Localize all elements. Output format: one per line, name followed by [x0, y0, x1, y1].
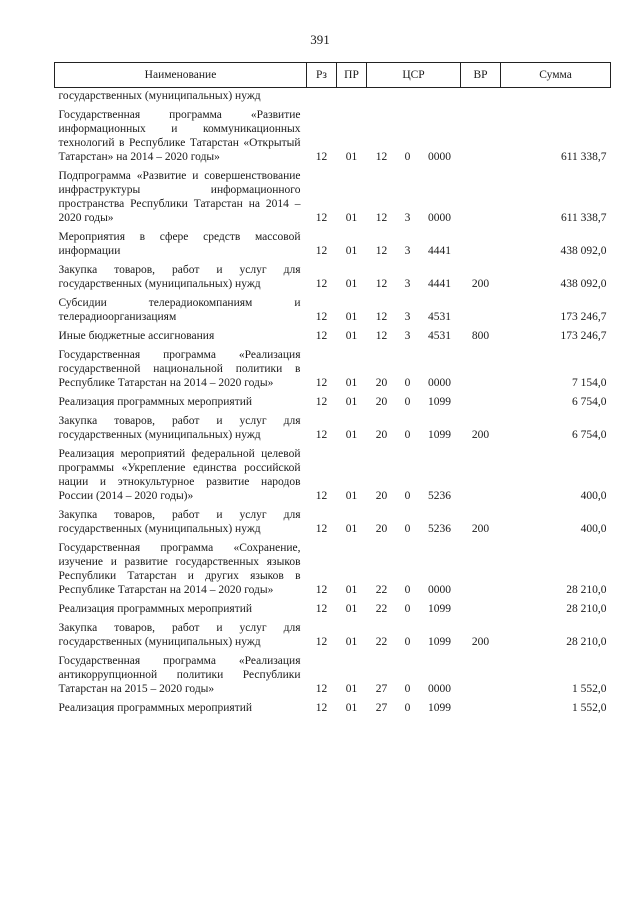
row-sum: 400,0	[580, 490, 607, 502]
row-csr-direction: 4441	[428, 278, 452, 290]
row-sum: 611 338,7	[560, 151, 607, 163]
row-csr-subprogram: 0	[404, 523, 411, 535]
row-rz: 12	[315, 377, 328, 389]
row-pr: 01	[345, 683, 358, 695]
row-rz: 12	[315, 429, 328, 441]
row-vr: 200	[471, 429, 490, 441]
table-row	[55, 536, 611, 597]
page-number: 391	[310, 32, 330, 47]
row-vr	[461, 164, 501, 225]
row-csr-subprogram: 3	[404, 278, 411, 290]
row-rz: 12	[315, 151, 328, 163]
row-csr-subprogram: 0	[404, 429, 411, 441]
row-rz	[307, 88, 337, 104]
row-pr: 01	[345, 396, 358, 408]
row-sum: 611 338,7	[560, 212, 607, 224]
row-pr: 01	[345, 151, 358, 163]
row-csr-program: 22	[375, 636, 388, 648]
row-csr-program: 20	[375, 396, 388, 408]
row-rz: 12	[315, 311, 328, 323]
row-rz: 12	[315, 396, 328, 408]
row-sum: 28 210,0	[566, 603, 607, 615]
row-csr-subprogram: 0	[404, 584, 411, 596]
table-row	[55, 503, 611, 536]
row-name: Закупка товаров, работ и услуг для государственных (муниципальных) нужд	[58, 622, 301, 648]
row-sum: 438 092,0	[560, 278, 607, 290]
row-sum: 173 246,7	[560, 311, 607, 323]
row-sum: 6 754,0	[572, 429, 607, 441]
row-csr-program: 12	[375, 151, 388, 163]
row-csr-program: 20	[375, 490, 388, 502]
row-csr-subprogram: 3	[404, 311, 411, 323]
table-row	[55, 258, 611, 291]
row-csr-program: 12	[375, 330, 388, 342]
row-csr-direction: 5236	[428, 523, 452, 535]
row-vr: 200	[471, 278, 490, 290]
row-csr-program	[367, 88, 397, 104]
row-csr-direction: 1099	[428, 603, 452, 615]
row-csr-direction: 0000	[428, 683, 452, 695]
row-name: Закупка товаров, работ и услуг для государственных (муниципальных) нужд	[58, 264, 301, 290]
row-vr	[461, 291, 501, 324]
row-vr	[461, 536, 501, 597]
row-rz: 12	[315, 636, 328, 648]
row-csr-subprogram: 0	[404, 377, 411, 389]
row-csr-program: 22	[375, 584, 388, 596]
row-vr	[461, 103, 501, 164]
table-row	[55, 164, 611, 225]
row-pr: 01	[345, 311, 358, 323]
row-name: Государственная программа «Развитие информационных и коммуникационных технологий в Республике Татарстан «Открытый Татарстан» на 2014 – 2020 годы»	[58, 109, 301, 163]
row-sum: 28 210,0	[566, 636, 607, 648]
table-row	[55, 225, 611, 258]
table-body	[55, 88, 611, 716]
row-csr-subprogram: 0	[404, 490, 411, 502]
row-csr-subprogram: 0	[404, 603, 411, 615]
table-row	[55, 649, 611, 696]
header-sum: Сумма	[501, 63, 611, 88]
row-rz: 12	[315, 702, 328, 714]
row-csr-direction: 1099	[428, 429, 452, 441]
row-csr-program: 12	[375, 278, 388, 290]
table-row	[55, 390, 611, 409]
row-csr-program: 27	[375, 683, 388, 695]
row-name: Закупка товаров, работ и услуг для государственных (муниципальных) нужд	[58, 415, 301, 441]
row-csr-subprogram: 0	[404, 636, 411, 648]
row-rz: 12	[315, 245, 328, 257]
row-csr-direction: 4531	[428, 330, 452, 342]
row-csr-program: 20	[375, 523, 388, 535]
row-sum: 6 754,0	[572, 396, 607, 408]
header-pr: ПР	[337, 63, 367, 88]
row-sum: 7 154,0	[572, 377, 607, 389]
row-csr-program: 20	[375, 429, 388, 441]
table-header-row	[55, 63, 611, 88]
row-vr: 200	[471, 636, 490, 648]
table-row	[55, 291, 611, 324]
row-csr-subprogram: 0	[404, 396, 411, 408]
row-sum: 438 092,0	[560, 245, 607, 257]
row-csr-direction: 4531	[428, 311, 452, 323]
row-csr-subprogram: 3	[404, 330, 411, 342]
row-sum: 1 552,0	[572, 683, 607, 695]
row-csr-program: 27	[375, 702, 388, 714]
row-name: Государственная программа «Реализация государственной национальной политики в Республике Татарстан на 2014 – 2020 годы»	[58, 349, 301, 389]
table-row	[55, 597, 611, 616]
row-name: Закупка товаров, работ и услуг для государственных (муниципальных) нужд	[58, 509, 301, 535]
row-csr-direction: 1099	[428, 636, 452, 648]
row-name: Реализация программных мероприятий	[58, 702, 253, 714]
row-csr-direction: 0000	[428, 584, 452, 596]
row-pr: 01	[345, 429, 358, 441]
row-vr	[461, 88, 501, 104]
row-rz: 12	[315, 330, 328, 342]
header-name: Наименование	[55, 63, 307, 88]
row-pr: 01	[345, 245, 358, 257]
row-name: государственных (муниципальных) нужд	[58, 90, 261, 102]
row-csr-direction: 5236	[428, 490, 452, 502]
row-name: Мероприятия в сфере средств массовой информации	[58, 231, 301, 257]
row-rz: 12	[315, 584, 328, 596]
row-sum: 28 210,0	[566, 584, 607, 596]
table-row	[55, 616, 611, 649]
table-row	[55, 442, 611, 503]
table-row	[55, 409, 611, 442]
row-csr-program: 12	[375, 245, 388, 257]
row-sum: 1 552,0	[572, 702, 607, 714]
row-name: Реализация мероприятий федеральной целевой программы «Укрепление единства российской нации и этнокультурное развитие народов России (2014 – 2020 годы)»	[58, 448, 301, 502]
row-rz: 12	[315, 490, 328, 502]
row-vr	[461, 343, 501, 390]
row-pr: 01	[345, 584, 358, 596]
row-name: Государственная программа «Сохранение, изучение и развитие государственных языков Республики Татарстан и других языков в Республике Татарстан на 2014 – 2020 годы»	[58, 542, 301, 596]
table-row	[55, 103, 611, 164]
row-vr	[461, 597, 501, 616]
row-name: Реализация программных мероприятий	[58, 396, 253, 408]
row-pr: 01	[345, 330, 358, 342]
row-rz: 12	[315, 278, 328, 290]
header-rz: Рз	[307, 63, 337, 88]
row-rz: 12	[315, 523, 328, 535]
row-name: Реализация программных мероприятий	[58, 603, 253, 615]
row-sum	[501, 88, 611, 104]
table-row	[55, 343, 611, 390]
header-csr: ЦСР	[367, 63, 461, 88]
row-csr-subprogram: 3	[404, 245, 411, 257]
row-pr: 01	[345, 490, 358, 502]
budget-table	[54, 62, 611, 715]
row-rz: 12	[315, 603, 328, 615]
row-name: Государственная программа «Реализация антикоррупционной политики Республики Татарстан на 2015 – 2020 годы»	[58, 655, 301, 695]
row-csr-program: 12	[375, 311, 388, 323]
table-row	[55, 696, 611, 715]
row-vr	[461, 696, 501, 715]
row-name: Иные бюджетные ассигнования	[58, 330, 215, 342]
row-csr-program: 22	[375, 603, 388, 615]
table-row	[55, 88, 611, 104]
row-rz: 12	[315, 683, 328, 695]
row-pr: 01	[345, 702, 358, 714]
row-sum: 400,0	[580, 523, 607, 535]
row-name: Субсидии телерадиокомпаниям и телерадиоорганизациям	[58, 297, 301, 323]
row-vr: 200	[471, 523, 490, 535]
row-csr-direction: 0000	[428, 151, 452, 163]
row-name: Подпрограмма «Развитие и совершенствование инфраструктуры информационного пространства Республики Татарстан на 2014 – 2020 годы»	[58, 170, 301, 224]
row-csr-program: 20	[375, 377, 388, 389]
row-vr	[461, 390, 501, 409]
row-sum: 173 246,7	[560, 330, 607, 342]
row-csr-subprogram: 0	[404, 151, 411, 163]
row-csr-subprogram: 3	[404, 212, 411, 224]
row-csr-direction: 0000	[428, 377, 452, 389]
row-csr-direction: 1099	[428, 396, 452, 408]
row-pr: 01	[345, 603, 358, 615]
row-pr: 01	[345, 636, 358, 648]
row-csr-direction: 0000	[428, 212, 452, 224]
row-csr-direction	[419, 88, 461, 104]
row-pr: 01	[345, 278, 358, 290]
row-vr: 800	[471, 330, 490, 342]
row-pr: 01	[345, 377, 358, 389]
row-csr-subprogram: 0	[404, 683, 411, 695]
row-pr: 01	[345, 212, 358, 224]
row-csr-direction: 4441	[428, 245, 452, 257]
row-pr	[337, 88, 367, 104]
row-vr	[461, 649, 501, 696]
row-csr-program: 12	[375, 212, 388, 224]
row-csr-subprogram: 0	[404, 702, 411, 714]
row-pr: 01	[345, 523, 358, 535]
header-vr: ВР	[461, 63, 501, 88]
row-csr-subprogram	[397, 88, 419, 104]
row-csr-direction: 1099	[428, 702, 452, 714]
row-vr	[461, 225, 501, 258]
row-vr	[461, 442, 501, 503]
table-row	[55, 324, 611, 343]
row-rz: 12	[315, 212, 328, 224]
